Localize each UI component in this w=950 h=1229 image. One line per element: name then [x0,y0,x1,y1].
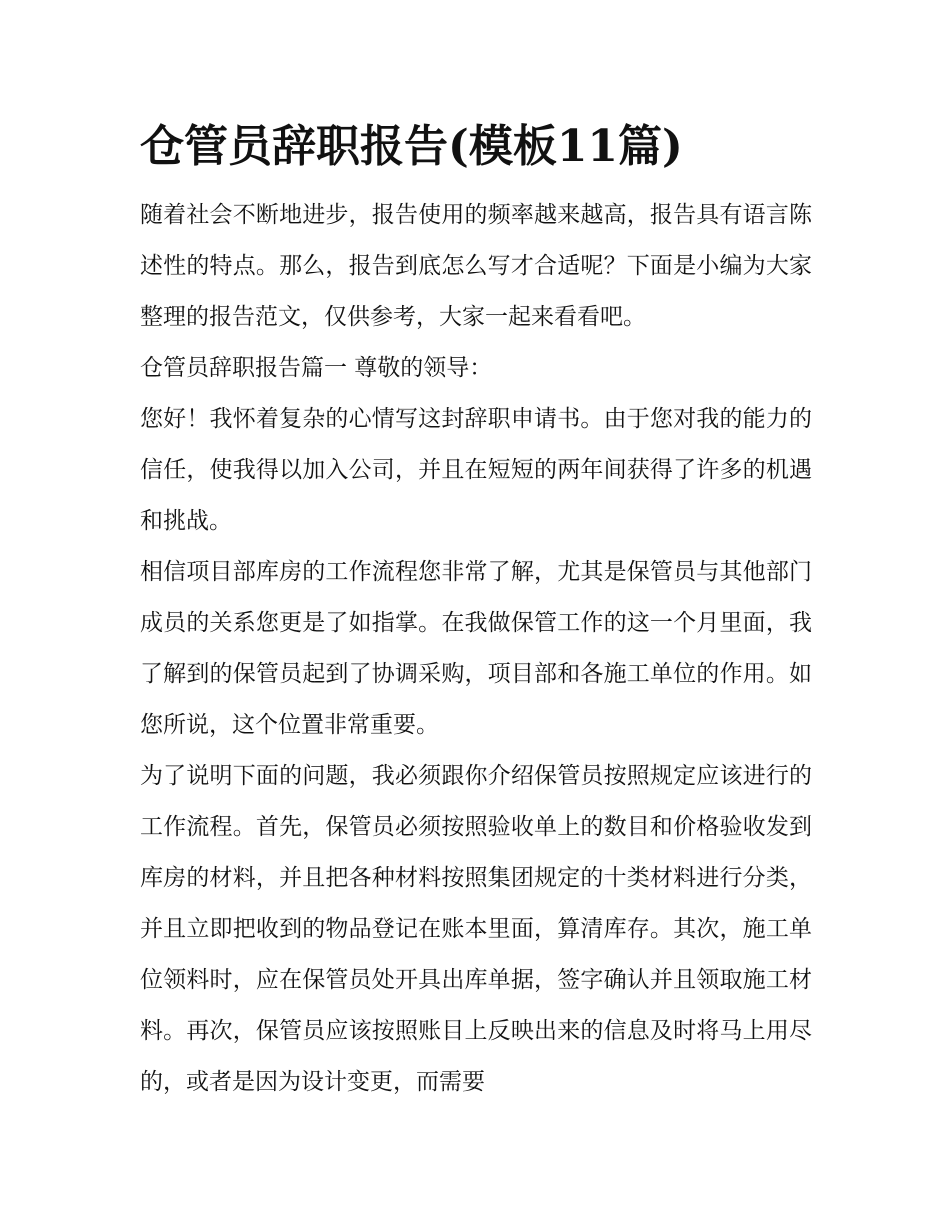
workflow-context-paragraph: 相信项目部库房的工作流程您非常了解，尤其是保管员与其他部门成员的关系您更是了如指掌。在我做保管工作的这一个月里面，我了解到的保管员起到了协调采购，项目部和各施工单位的作用。如您所说，这个位置非常重要。 [140,559,812,738]
document-title: 仓管员辞职报告(模板11篇) [140,121,683,172]
greeting-paragraph: 您好！我怀着复杂的心情写这封辞职申请书。由于您对我的能力的信任，使我得以加入公司，并且在短短的两年间获得了许多的机遇和挑战。 [140,406,812,534]
workflow-detail-paragraph: 为了说明下面的问题，我必须跟你介绍保管员按照规定应该进行的工作流程。首先，保管员必须按照验收单上的数目和价格验收发到库房的材料，并且把各种材料按照集团规定的十类材料进行分类，并且立即把收到的物品登记在账本里面，算清库存。其次，施工单位领料时，应在保管员处开具出库单据，签字确认并且领取施工材料。再次，保管员应该按照账目上反映出来的信息及时将马上用尽的，或者是因为设计变更，而需要 [140,763,812,1095]
document-body [140,190,812,1108]
intro-paragraph: 随着社会不断地进步，报告使用的频率越来越高，报告具有语言陈述性的特点。那么，报告到底怎么写才合适呢？下面是小编为大家整理的报告范文，仅供参考，大家一起来看看吧。 [140,202,812,330]
section-heading-paragraph: 仓管员辞职报告篇一 尊敬的领导： [140,355,493,381]
document-page [140,112,812,1108]
